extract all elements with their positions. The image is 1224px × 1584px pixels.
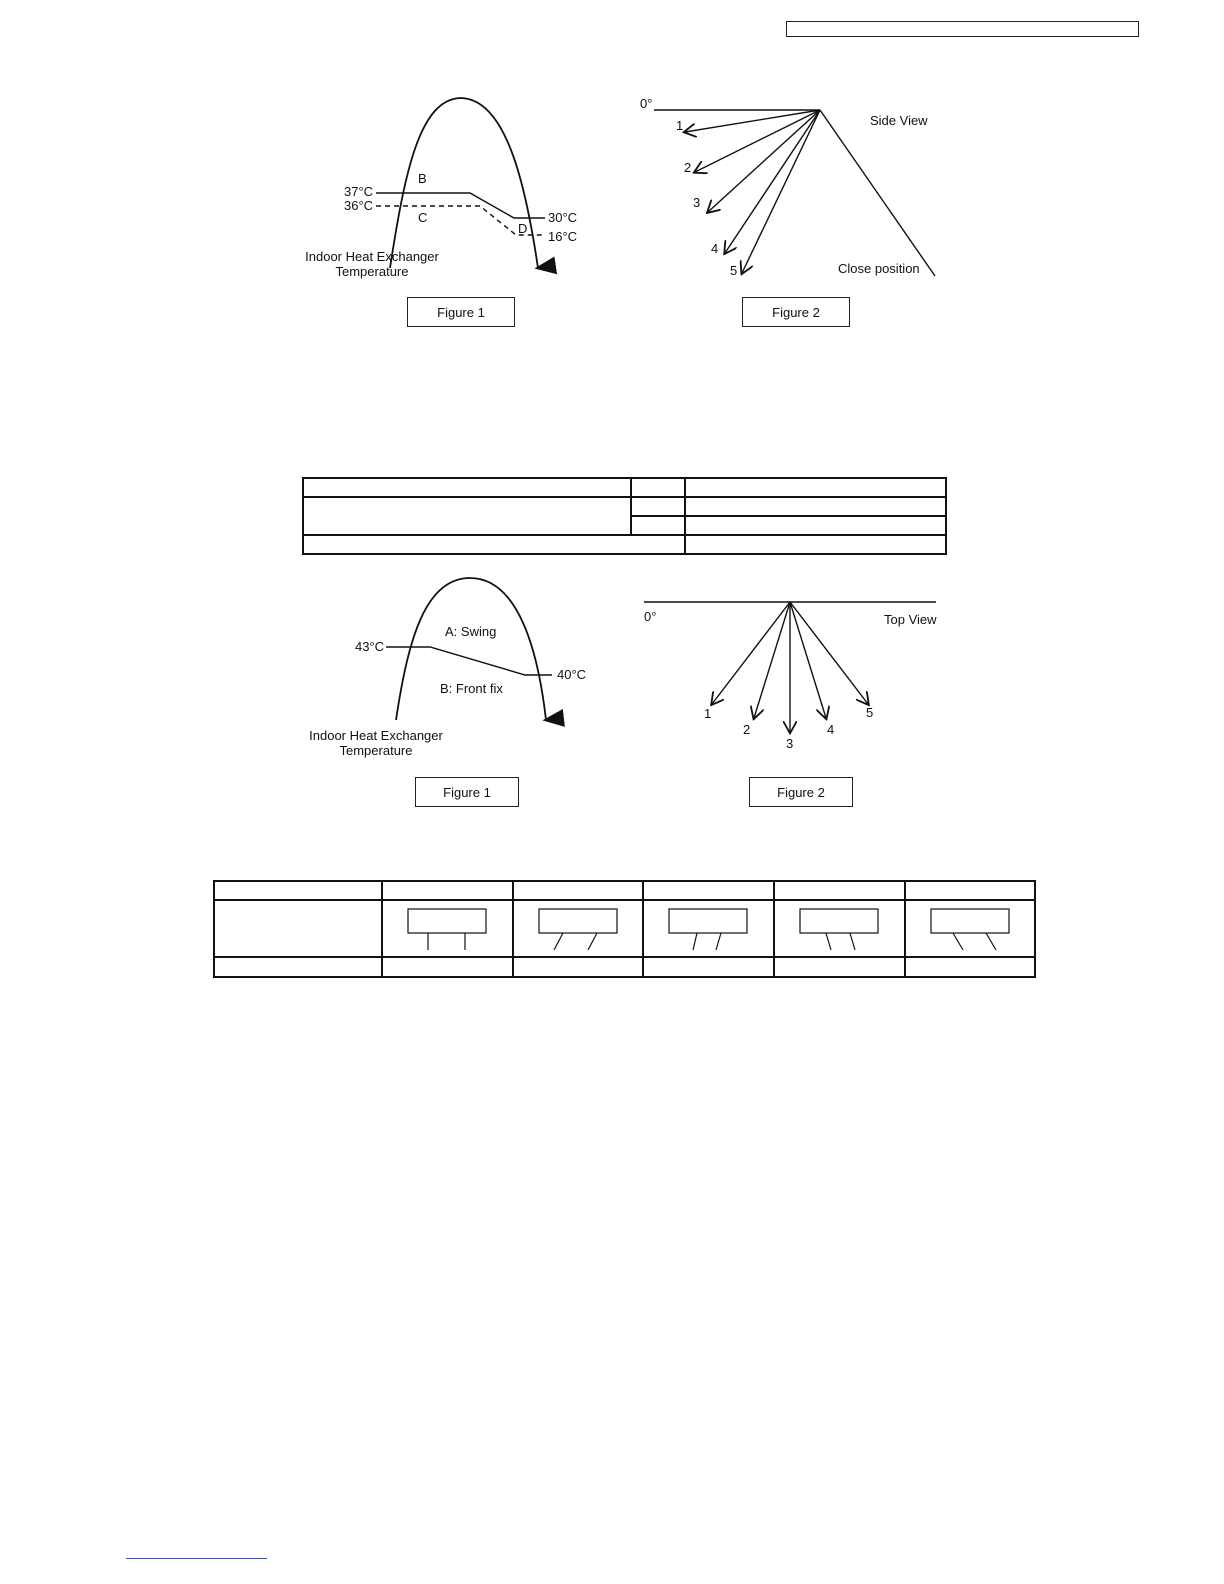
table-cell xyxy=(303,478,631,497)
louver-position-table xyxy=(213,880,1037,980)
condition-table xyxy=(302,477,947,555)
position-5-label: 5 xyxy=(866,705,874,720)
position-3-label: 3 xyxy=(693,195,701,210)
zone-c-label: C xyxy=(418,210,428,225)
temperature-curve xyxy=(390,98,538,268)
louver-icon-4 xyxy=(800,909,878,950)
table-cell xyxy=(685,478,946,497)
table-row xyxy=(303,478,946,497)
zone-a-swing-label: A: Swing xyxy=(445,624,497,639)
vane-arrow-5 xyxy=(742,110,820,273)
position-1-label: 1 xyxy=(704,706,712,721)
vane-arrow-2 xyxy=(754,602,790,718)
vane-arrow-1 xyxy=(712,602,790,704)
axis-caption-line1: Indoor Heat Exchanger xyxy=(305,249,439,264)
zone-b-front-fix-label: B: Front fix xyxy=(440,681,503,696)
temp-30-label: 30°C xyxy=(548,210,578,225)
louver-icon-1 xyxy=(408,909,486,950)
position-1-label: 1 xyxy=(676,118,684,133)
axis-caption-line2: Temperature xyxy=(339,743,413,758)
table-cell xyxy=(303,535,685,554)
temp-43-label: 43°C xyxy=(355,639,385,654)
table-cell xyxy=(685,516,946,535)
vane-arrow-5 xyxy=(790,602,868,704)
position-4-label: 4 xyxy=(827,722,835,737)
zero-degree-label: 0° xyxy=(640,96,653,111)
position-5-label: 5 xyxy=(730,263,738,278)
table-cell xyxy=(303,497,631,535)
zone-b-label: B xyxy=(418,171,427,186)
figure2-caption-top-view: Figure 2 xyxy=(749,777,853,807)
zero-degree-label: 0° xyxy=(644,609,657,624)
louver-icon-5 xyxy=(931,909,1009,950)
top-view-vane-diagram xyxy=(630,590,950,760)
temp-36-label: 36°C xyxy=(344,198,374,213)
figure1-caption: Figure 1 xyxy=(407,297,515,327)
position-4-label: 4 xyxy=(711,241,719,256)
temp-40-label: 40°C xyxy=(557,667,587,682)
axis-caption-line2: Temperature xyxy=(335,264,409,279)
side-view-label: Side View xyxy=(870,113,928,128)
side-view-vane-diagram xyxy=(630,90,950,290)
position-3-label: 3 xyxy=(786,736,794,751)
table-cell xyxy=(685,497,946,516)
louver-icon-2 xyxy=(539,909,617,950)
table-cell xyxy=(631,478,685,497)
temp-16-label: 16°C xyxy=(548,229,578,244)
position-2-label: 2 xyxy=(684,160,692,175)
vane-arrow-4 xyxy=(725,110,820,253)
top-view-label: Top View xyxy=(884,612,937,627)
table-cell xyxy=(685,535,946,554)
position-2-label: 2 xyxy=(743,722,751,737)
heating-temp-chart xyxy=(300,570,610,770)
close-position-label: Close position xyxy=(838,261,920,276)
zone-d-label: D xyxy=(518,221,528,236)
temp-37-label: 37°C xyxy=(344,184,374,199)
table-cell xyxy=(631,497,685,516)
figure2-caption: Figure 2 xyxy=(742,297,850,327)
figure1-caption-heating: Figure 1 xyxy=(415,777,519,807)
louver-icon-3 xyxy=(669,909,747,950)
footer-link-underline xyxy=(126,1558,267,1559)
axis-caption-line1: Indoor Heat Exchanger xyxy=(309,728,443,743)
header-box xyxy=(786,21,1139,37)
swing-boundary-line xyxy=(386,647,552,675)
close-position-line xyxy=(820,110,935,276)
cooling-temp-chart xyxy=(290,90,610,290)
vane-arrow-2 xyxy=(695,110,820,172)
table-row xyxy=(303,497,946,516)
temperature-curve xyxy=(396,578,546,720)
table-row xyxy=(303,535,946,554)
vane-arrow-4 xyxy=(790,602,826,718)
table-cell xyxy=(631,516,685,535)
